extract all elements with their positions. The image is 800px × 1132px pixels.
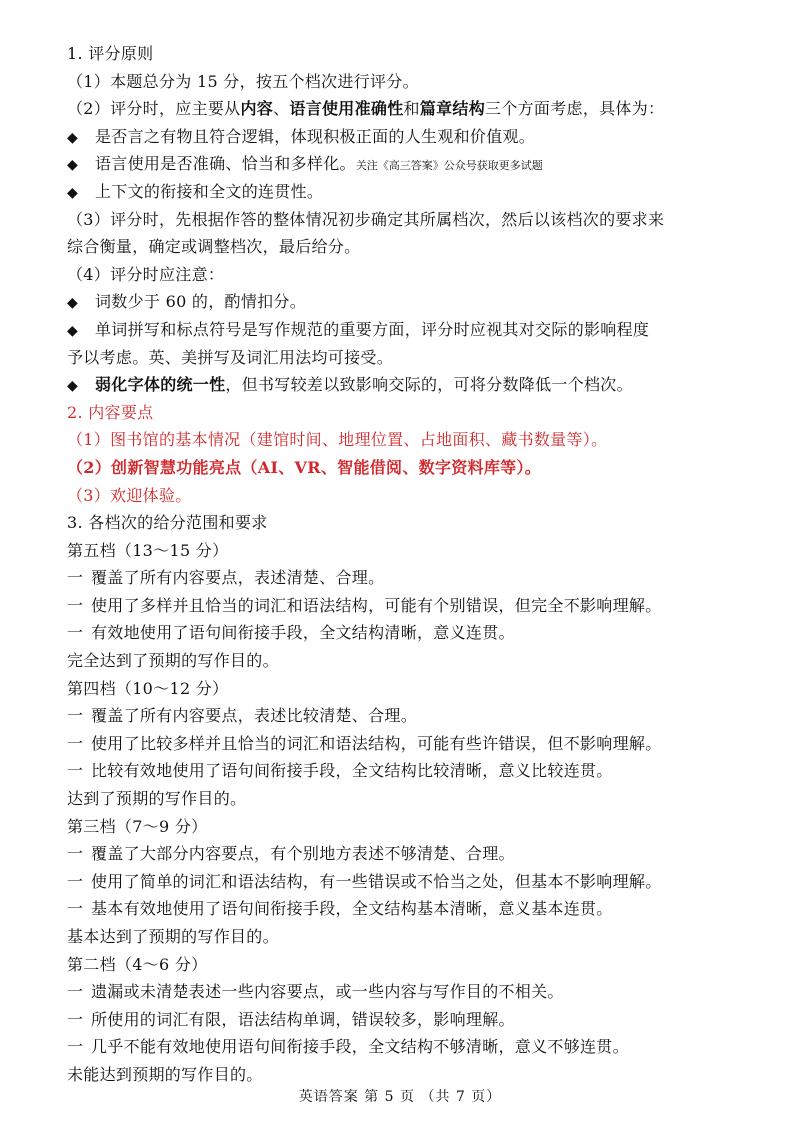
content-point: （1）图书馆的基本情况（建馆时间、地理位置、占地面积、藏书数量等）。 — [67, 430, 608, 450]
grade-title: 第五档（13～15 分） — [67, 540, 229, 560]
diamond-bullet-icon: ◆ — [67, 157, 79, 174]
criteria-bullet: ◆ 是否言之有物且符合逻辑，体现积极正面的人生观和价值观。 — [67, 123, 747, 151]
grade-conclusion: 未能达到预期的写作目的。 — [67, 1064, 263, 1084]
grade-conclusion: 达到了预期的写作目的。 — [67, 789, 247, 809]
grade-item: 一 几乎不能有效地使用语句间衔接手段，全文结构不够清晰，意义不够连贯。 — [67, 1033, 747, 1061]
note-bullet-last: ◆ 弱化字体的统一性，但书写较差以致影响交际的，可将分数降低一个档次。 — [67, 371, 747, 399]
section1-p4: （4）评分时应注意： — [67, 264, 225, 284]
watermark-note: 关注《高三答案》公众号获取更多试题 — [355, 159, 543, 173]
diamond-bullet-icon: ◆ — [67, 184, 79, 201]
dash-bullet-icon: 一 — [67, 568, 84, 588]
criteria-bullet: ◆ 上下文的衔接和全文的连贯性。 — [67, 178, 747, 206]
dash-bullet-icon: 一 — [67, 899, 84, 919]
grade-item: 一 使用了比较多样并且恰当的词汇和语法结构，可能有些许错误，但不影响理解。 — [67, 730, 747, 758]
dash-bullet-icon: 一 — [67, 871, 84, 891]
section3-title: 3. 各档次的给分范围和要求 — [67, 513, 268, 533]
grade-item: 一 使用了多样并且恰当的词汇和语法结构，可能有个别错误，但完全不影响理解。 — [67, 592, 747, 620]
dash-bullet-icon: 一 — [67, 761, 84, 781]
section1-p3-line1: （3）评分时，先根据作答的整体情况初步确定其所属档次，然后以该档次的要求来 — [67, 209, 665, 229]
grade-title: 第四档（10～12 分） — [67, 678, 229, 698]
section1-p2: （2）评分时，应主要从内容、语言使用准确性和篇章结构三个方面考虑，具体为： — [67, 99, 665, 119]
grade-item: 一 比较有效地使用了语句间衔接手段，全文结构比较清晰，意义比较连贯。 — [67, 757, 747, 785]
grade-conclusion: 基本达到了预期的写作目的。 — [67, 927, 279, 946]
page-footer: 英语答案 第 5 页 （共 7 页） — [298, 1089, 502, 1105]
grade-title: 第二档（4～6 分） — [67, 954, 208, 974]
diamond-bullet-icon: ◆ — [67, 129, 79, 146]
dash-bullet-icon: 一 — [67, 1037, 84, 1057]
dash-bullet-icon: 一 — [67, 982, 84, 1002]
grade-item: 一 遗漏或未清楚表述一些内容要点，或一些内容与写作目的不相关。 — [67, 978, 747, 1006]
section1-p1: （1）本题总分为 15 分，按五个档次进行评分。 — [67, 71, 419, 91]
section1-title: 1. 评分原则 — [67, 44, 154, 63]
dash-bullet-icon: 一 — [67, 733, 84, 753]
criteria-bullet: ◆ 语言使用是否准确、恰当和多样化。关注《高三答案》公众号获取更多试题 — [67, 150, 747, 178]
note-bullet: ◆ 词数少于 60 的，酌情扣分。 — [67, 288, 747, 316]
grade-item: 一 基本有效地使用了语句间衔接手段，全文结构基本清晰，意义基本连贯。 — [67, 895, 747, 923]
grade-item: 一 有效地使用了语句间衔接手段，全文结构清晰，意义连贯。 — [67, 619, 747, 647]
note-continuation: 予以考虑。英、美拼写及词汇用法均可接受。 — [67, 347, 394, 367]
grade-title: 第三档（7～9 分） — [67, 816, 208, 836]
grade-item: 一 覆盖了所有内容要点，表述清楚、合理。 — [67, 564, 747, 592]
answer-page — [67, 40, 747, 1089]
dash-bullet-icon: 一 — [67, 706, 84, 726]
content-point: （2）创新智慧功能亮点（AI、VR、智能借阅、数字资料库等）。 — [67, 457, 542, 477]
grade-item: 一 覆盖了所有内容要点，表述比较清楚、合理。 — [67, 702, 747, 730]
diamond-bullet-icon: ◆ — [67, 295, 79, 312]
section2-title: 2. 内容要点 — [67, 402, 154, 422]
dash-bullet-icon: 一 — [67, 844, 84, 864]
dash-bullet-icon: 一 — [67, 595, 84, 615]
section1-p3-line2: 综合衡量，确定或调整档次，最后给分。 — [67, 237, 361, 257]
diamond-bullet-icon: ◆ — [67, 322, 79, 339]
grade-item: 一 所使用的词汇有限，语法结构单调，错误较多，影响理解。 — [67, 1006, 747, 1034]
grade-conclusion: 完全达到了预期的写作目的。 — [67, 651, 279, 671]
grade-item: 一 使用了简单的词汇和语法结构，有一些错误或不恰当之处，但基本不影响理解。 — [67, 868, 747, 896]
content-point: （3）欢迎体验。 — [67, 485, 192, 505]
note-bullet: ◆ 单词拼写和标点符号是写作规范的重要方面，评分时应视其对交际的影响程度 — [67, 316, 747, 344]
grade-item: 一 覆盖了大部分内容要点，有个别地方表述不够清楚、合理。 — [67, 840, 747, 868]
dash-bullet-icon: 一 — [67, 623, 84, 643]
dash-bullet-icon: 一 — [67, 1009, 84, 1029]
diamond-bullet-icon: ◆ — [67, 378, 79, 395]
